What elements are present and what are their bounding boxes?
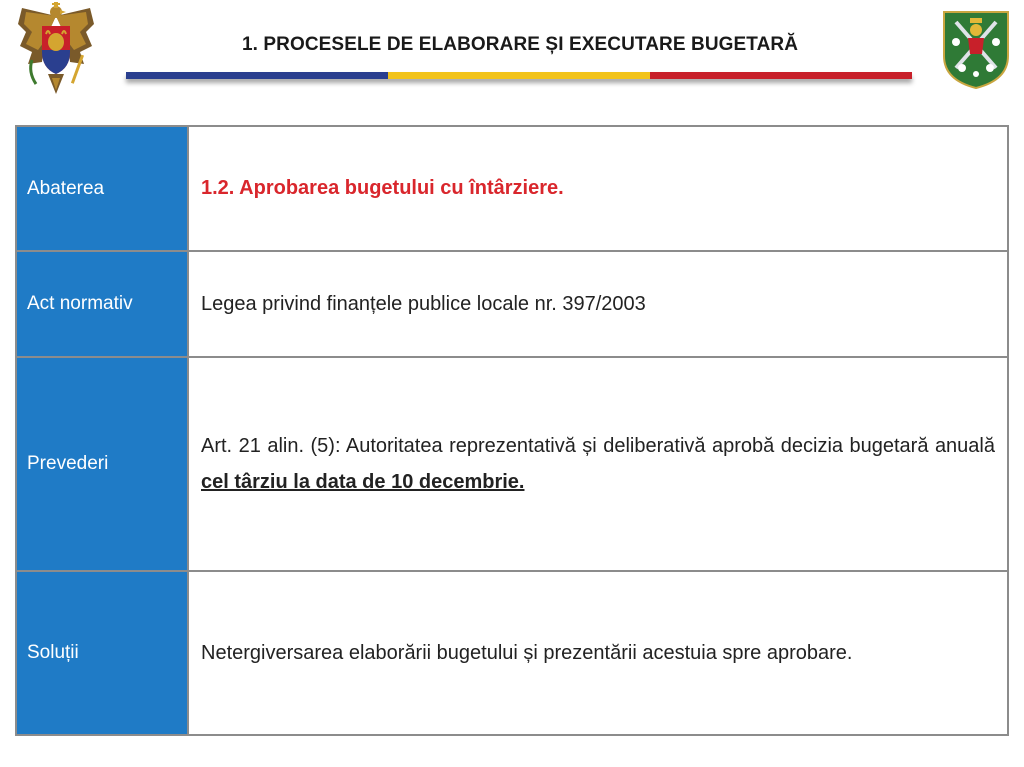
row-content: Netergiversarea elaborării bugetului și prezentării acestuia spre aprobare.	[188, 571, 1008, 735]
row-label: Soluții	[16, 571, 188, 735]
tricolor-yellow	[388, 72, 650, 79]
table-row	[16, 357, 1008, 571]
deadline-emphasis: cel târziu la data de 10 decembrie.	[201, 471, 525, 493]
row-content: Legea privind finanțele publice locale nr. 397/2003	[188, 251, 1008, 357]
tricolor-divider	[126, 72, 912, 79]
row-label: Act normativ	[16, 251, 188, 357]
row-label: Abaterea	[16, 126, 188, 251]
provision-text: Art. 21 alin. (5): Autoritatea reprezentativă și deliberativă aprobă decizia bugetară anuală	[201, 435, 995, 457]
moldova-coat-of-arms-icon	[14, 2, 98, 96]
district-coat-of-arms-icon	[940, 8, 1012, 90]
tricolor-blue	[126, 72, 388, 79]
row-content: 1.2. Aprobarea bugetului cu întârziere.	[188, 126, 1008, 251]
row-label: Prevederi	[16, 357, 188, 571]
table-row	[16, 571, 1008, 735]
table-row	[16, 251, 1008, 357]
budget-deviation-table	[15, 125, 1009, 736]
page-title: 1. PROCESELE DE ELABORARE ȘI EXECUTARE BUGETARĂ	[241, 34, 799, 55]
table-row	[16, 126, 1008, 251]
row-content	[188, 357, 1008, 571]
tricolor-red	[650, 72, 912, 79]
